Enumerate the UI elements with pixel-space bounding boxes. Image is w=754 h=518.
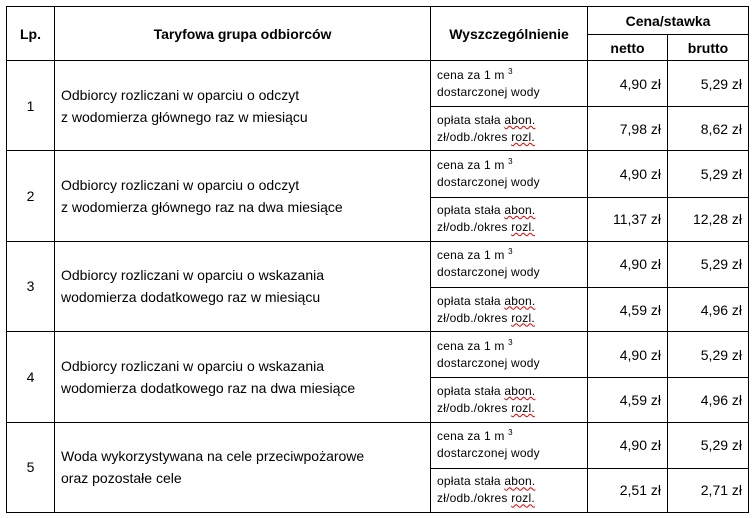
price-net: 4,90 zł [588,332,668,378]
group-line-1: Odbiorcy rozliczani w oparciu o odczyt [61,177,300,194]
spec-price [431,241,588,287]
fee-net: 11,37 zł [588,197,668,241]
group-line-1: Woda wykorzystywana na cele przeciwpożarowe [61,448,365,465]
group-line-1: Odbiorcy rozliczani w oparciu o wskazania [61,357,324,374]
spec-fee-rozl: rozl. [511,310,535,325]
group-line-1: Odbiorcy rozliczani w oparciu o wskazania [61,267,324,284]
group-line-2: z wodomierza głównego raz w miesiącu [61,108,308,125]
spec-price-label: cena za 1 m [437,158,505,172]
spec-price-sup: 3 [508,247,513,257]
spec-price [431,61,588,107]
spec-fee-label: opłata stała [437,383,501,398]
spec-price-sup: 3 [508,337,513,347]
fee-gross: 8,62 zł [668,107,749,151]
group-line-1: Odbiorcy rozliczani w oparciu o odczyt [61,86,300,103]
fee-net: 7,98 zł [588,107,668,151]
price-gross: 5,29 zł [668,61,749,107]
spec-fee-label-2: zł/odb./okres [437,129,508,144]
row-group [55,332,431,422]
spec-fee-rozl: rozl. [511,491,535,506]
spec-fee-label-2: zł/odb./okres [437,220,508,235]
spec-price-sup: 3 [508,428,513,438]
spec-fee-abon: abon. [504,474,536,489]
price-net: 4,90 zł [588,241,668,287]
price-gross: 5,29 zł [668,332,749,378]
table-row [7,61,749,107]
spec-fee-abon: abon. [504,112,536,127]
row-group [55,241,431,331]
group-line-2: z wodomierza głównego raz na dwa miesiące [61,199,343,216]
spec-fee-label: opłata stała [437,474,501,489]
price-gross: 5,29 zł [668,151,749,197]
fee-gross: 12,28 zł [668,197,749,241]
header-spec: Wyszczególnienie [431,7,588,61]
fee-net: 2,51 zł [588,468,668,512]
price-net: 4,90 zł [588,422,668,468]
spec-price-label: cena za 1 m [437,429,505,444]
table-row [7,241,749,287]
spec-price-label-2: dostarczonej wody [437,446,540,461]
spec-fee-rozl: rozl. [511,129,535,144]
spec-price-label-2: dostarczonej wody [437,265,540,280]
group-line-2: wodomierza dodatkowego raz w miesiącu [61,289,321,306]
row-lp: 3 [7,241,55,331]
fee-gross: 4,96 zł [668,288,749,332]
spec-price-label-2: dostarczonej wody [437,355,540,370]
header-net: netto [588,35,668,61]
spec-price [431,151,588,197]
spec-fee-label: opłata stała [437,203,501,218]
table-row [7,422,749,468]
spec-fee-abon: abon. [504,203,536,218]
tariff-table [6,6,749,513]
spec-fee-label-2: zł/odb./okres [437,491,508,506]
spec-fee-rozl: rozl. [511,400,535,415]
row-group [55,422,431,512]
header-lp: Lp. [7,7,55,61]
spec-price-label-2: dostarczonej wody [437,84,540,99]
fee-net: 4,59 zł [588,378,668,422]
spec-price [431,422,588,468]
spec-price-label: cena za 1 m [437,338,505,353]
fee-net: 4,59 zł [588,288,668,332]
price-net: 4,90 zł [588,151,668,197]
spec-price [431,332,588,378]
spec-price-label-2: dostarczonej wody [437,175,540,189]
spec-fee-abon: abon. [504,293,536,308]
header-price: Cena/stawka [588,7,749,35]
price-net: 4,90 zł [588,61,668,107]
spec-fee [431,197,588,241]
spec-fee-label-2: zł/odb./okres [437,310,508,325]
spec-fee-label-2: zł/odb./okres [437,400,508,415]
group-line-2: oraz pozostałe cele [61,470,182,487]
spec-price-sup: 3 [508,66,513,76]
row-lp: 5 [7,422,55,512]
price-gross: 5,29 zł [668,422,749,468]
spec-price-label: cena za 1 m [437,67,505,82]
row-group [55,61,431,151]
spec-fee-rozl: rozl. [511,220,535,235]
table-row [7,151,749,197]
spec-fee [431,378,588,422]
table-row [7,332,749,378]
fee-gross: 2,71 zł [668,468,749,512]
spec-fee [431,468,588,512]
header-gross: brutto [668,35,749,61]
spec-fee [431,288,588,332]
spec-price-label: cena za 1 m [437,248,505,263]
row-lp: 4 [7,332,55,422]
spec-fee-label: opłata stała [437,112,501,127]
row-lp: 2 [7,151,55,241]
row-lp: 1 [7,61,55,151]
spec-fee-label: opłata stała [437,293,501,308]
fee-gross: 4,96 zł [668,378,749,422]
header-group: Taryfowa grupa odbiorców [55,7,431,61]
row-group [55,151,431,241]
spec-price-sup: 3 [508,157,513,166]
price-gross: 5,29 zł [668,241,749,287]
spec-fee [431,107,588,151]
spec-fee-abon: abon. [504,383,536,398]
group-line-2: wodomierza dodatkowego raz na dwa miesiące [61,379,356,396]
